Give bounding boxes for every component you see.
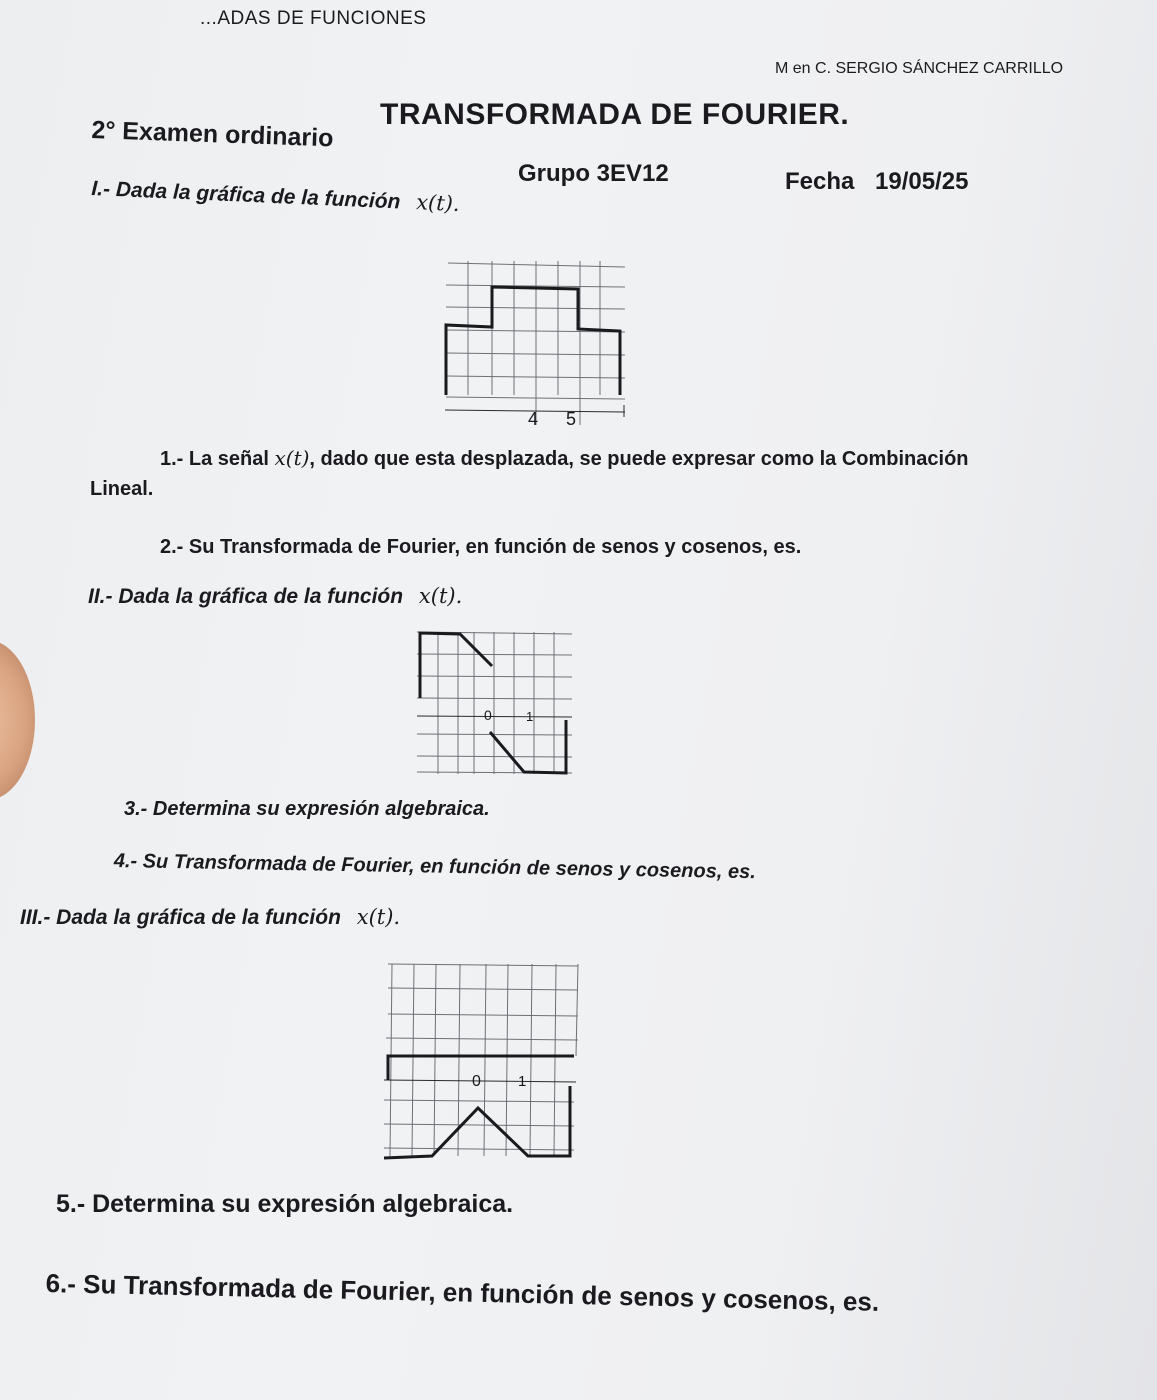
section-3-label (20, 905, 400, 930)
graph-2-tick-0: 0 (484, 707, 492, 723)
question-5: 5.- Determina su expresión algebraica. (56, 1190, 514, 1218)
professor-name: M en C. SERGIO SÁNCHEZ CARRILLO (775, 60, 1064, 77)
graph-3-tick-1: 1 (518, 1073, 527, 1090)
graph-1 (440, 255, 635, 435)
graph-1-signal (446, 287, 620, 395)
thumb (0, 640, 35, 800)
question-3: 3.- Determina su expresión algebraica. (124, 798, 490, 820)
graph-2 (412, 628, 577, 778)
section-1-text: I.- Dada la gráfica de la función (90, 176, 401, 214)
graph-2-grid (417, 632, 572, 774)
header-fragment: ...ADAS DE FUNCIONES (200, 8, 427, 29)
question-1-a: 1.- La señal (160, 448, 269, 470)
section-2-func: x(t). (418, 584, 463, 608)
graph-2-tick-1: 1 (526, 709, 534, 724)
graph-3-signal-upper (388, 1056, 574, 1080)
question-6: 6.- Su Transformada de Fourier, en función de senos y cosenos, es. (45, 1268, 880, 1317)
section-3-text: III.- Dada la gráfica de la función (20, 906, 341, 929)
graph-1-tick-5: 5 (566, 409, 577, 429)
section-2-label (88, 584, 462, 609)
exam-type: 2° Examen ordinario (91, 116, 334, 153)
graph-2-signal-upper (420, 633, 492, 698)
section-1-func: x(t). (415, 190, 461, 217)
question-1 (160, 446, 969, 471)
question-2: 2.- Su Transformada de Fourier, en función de senos y cosenos, es. (160, 536, 802, 558)
section-3-func: x(t). (356, 905, 401, 929)
question-1-b: , dado que esta desplazada, se puede expresar como la Combinación (309, 448, 969, 470)
section-2-text: II.- Dada la gráfica de la función (88, 585, 404, 608)
graph-1-tick-4: 4 (528, 409, 539, 429)
question-1-cont: Lineal. (90, 478, 154, 500)
graph-1-grid (445, 261, 625, 425)
date-value: 19/05/25 (875, 168, 969, 195)
group: Grupo 3EV12 (518, 160, 669, 187)
graph-3-tick-0: 0 (472, 1073, 481, 1090)
graph-2-signal-lower (490, 720, 566, 773)
date-label: Fecha (785, 168, 855, 195)
section-1-label (91, 176, 460, 217)
graph-3 (378, 958, 583, 1168)
graph-3-grid (384, 964, 578, 1156)
question-4: 4.- Su Transformada de Fourier, en función de senos y cosenos, es. (113, 850, 756, 884)
question-1-func: x(t) (274, 446, 310, 470)
exam-title: TRANSFORMADA DE FOURIER. (380, 98, 850, 131)
